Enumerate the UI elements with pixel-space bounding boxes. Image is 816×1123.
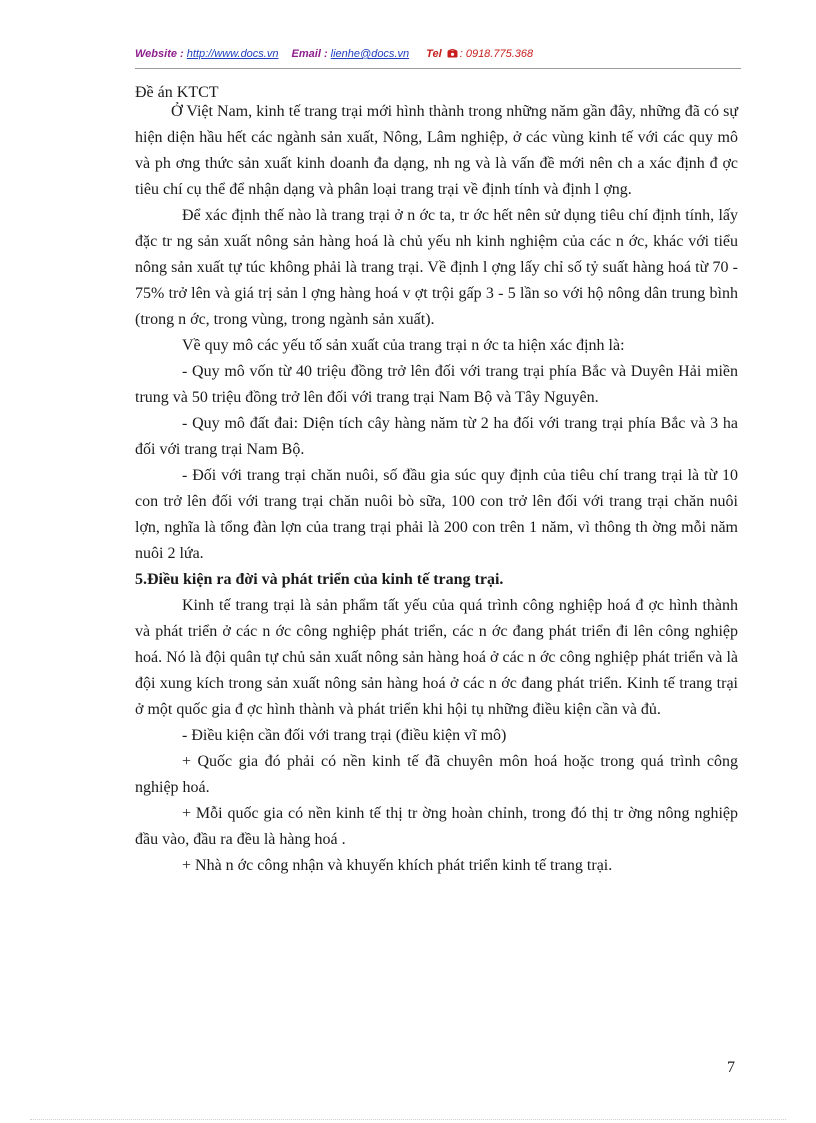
page-header	[135, 48, 741, 66]
paragraph: Kinh tế trang trại là sản phẩm tất yếu của quá trình công nghiệp hoá đ ợc hình thành và phát triển ở các n ớc công nghiệp phát triển, các n ớc đang phát triển đi lên công nghiệp hoá. Nó là đội quân tự chủ sản xuất nông sản hàng hoá ở các n ớc công nghiệp phát triển và là đội xung kích trong sản xuất nông sản hàng hoá ở các n ớc đang phát triển. Kinh tế trang trại ở một quốc gia đ ợc hình thành và phát triển khi hội tụ những điều kiện cần và đủ.	[135, 597, 738, 718]
website-link[interactable]: http://www.docs.vn	[186, 48, 279, 60]
phone-icon	[447, 49, 458, 58]
paragraph: + Mỗi quốc gia có nền kinh tế thị tr ờng hoàn chỉnh, trong đó thị tr ờng nông nghiệp đầu vào, đầu ra đều là hàng hoá .	[135, 805, 738, 848]
paragraph: Ở Việt Nam, kinh tế trang trại mới hình thành trong những năm gần đây, những đã có sự hiện diện hầu hết các ngành sản xuất, Nông, Lâm nghiệp, ở các vùng kinh tế với các quy mô và ph ơng thức sản xuất kinh doanh đa dạng, nh ng và là vấn đề mới nên ch a xác định đ ợc tiêu chí cụ thể để nhận dạng và phân loại trang trại về định tính và định l ợng.	[135, 103, 738, 198]
tel-value: : 0918.775.368	[459, 48, 534, 60]
paragraph: - Quy mô đất đai: Diện tích cây hàng năm từ 2 ha đối với trang trại phía Bắc và 3 ha đối với trang trại Nam Bộ.	[135, 415, 738, 458]
document-tag: Đề án KTCT	[135, 84, 219, 101]
tel-label: Tel	[426, 48, 445, 60]
paragraph: - Đối với trang trại chăn nuôi, số đầu gia súc quy định của tiêu chí trang trại là từ 10 con trở lên đối với trang trại chăn nuôi bò sữa, 100 con trở lên đối với trang trại chăn nuôi lợn, nghĩa là tổng đàn lợn của trang trại phải là 200 con trên 1 năm, vì thông th ờng mỗi năm nuôi 2 lứa.	[135, 467, 738, 562]
header-rule	[135, 68, 741, 69]
page-footer-divider	[30, 1119, 786, 1120]
paragraph: - Quy mô vốn từ 40 triệu đồng trở lên đối với trang trại phía Bắc và Duyên Hải miền trung và 50 triệu đồng trở lên đối với trang trại Nam Bộ và Tây Nguyên.	[135, 363, 738, 406]
paragraph: Về quy mô các yếu tố sản xuất của trang trại n ớc ta hiện xác định là:	[182, 337, 625, 354]
section-heading: 5.Điều kiện ra đời và phát triển của kinh tế trang trại.	[135, 571, 504, 588]
paragraph: - Điều kiện cần đối với trang trại (điều kiện vĩ mô)	[182, 727, 507, 744]
email-link[interactable]: lienhe@docs.vn	[330, 48, 410, 60]
paragraph: Để xác định thế nào là trang trại ở n ớc ta, tr ớc hết nên sử dụng tiêu chí định tính, lấy đặc tr ng sản xuất nông sản hàng hoá là chủ yếu nh kinh nghiệm của các n ớc, khác với tiểu nông sản xuất tự túc không phải là trang trại. Về định l ợng lấy chỉ số tỷ suất hàng hoá từ 70 - 75% trở lên và giá trị sản l ợng hàng hoá v ợt trội gấp 3 - 5 lần so với hộ nông dân trung bình (trong n ớc, trong vùng, trong ngành sản xuất).	[135, 207, 738, 328]
website-label: Website :	[135, 48, 187, 60]
paragraph: + Nhà n ớc công nhận và khuyến khích phát triển kinh tế trang trại.	[182, 857, 613, 874]
page-number: 7	[727, 1059, 735, 1076]
email-label: Email :	[291, 48, 331, 60]
paragraph: + Quốc gia đó phải có nền kinh tế đã chuyên môn hoá hoặc trong quá trình công nghiệp hoá.	[135, 753, 738, 796]
document-body	[135, 99, 738, 879]
